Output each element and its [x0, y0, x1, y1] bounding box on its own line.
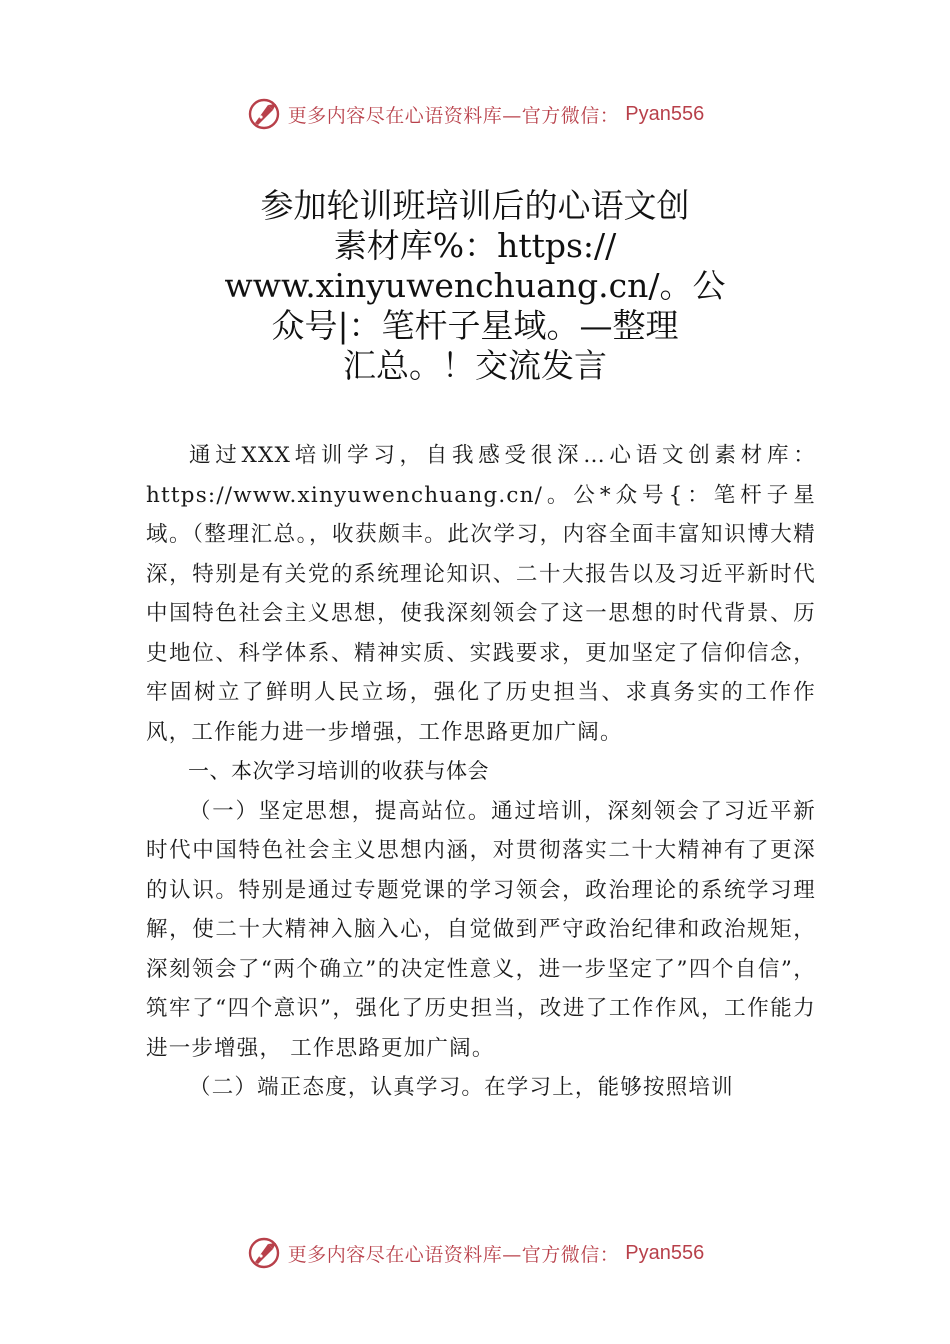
document-title: [150, 186, 800, 386]
title-line: www.xinyuwenchuang.cn/。公: [224, 266, 726, 305]
banner-wechat-id: Pyan556: [625, 102, 705, 125]
header-banner: [0, 94, 950, 134]
title-line: 参加轮训班培训后的心语文创: [260, 186, 690, 225]
banner-text: 更多内容尽在心语资料库—官方微信：: [287, 1243, 620, 1266]
pen-nib-logo-icon: [246, 1235, 282, 1271]
title-line: 汇总。！交流发言: [343, 346, 607, 385]
banner-wechat-id: Pyan556: [625, 1241, 705, 1264]
body-paragraph: （二）端正态度，认真学习。在学习上，能够按照培训: [189, 1075, 734, 1100]
footer-banner: [0, 1233, 950, 1273]
title-line: 众号|：笔杆子星域。—整理: [271, 306, 679, 345]
banner-text: 更多内容尽在心语资料库—官方微信：: [287, 104, 620, 127]
document-body: [146, 436, 816, 1108]
section-heading: 一、本次学习培训的收获与体会: [188, 759, 489, 783]
title-line: 素材库%：https://: [333, 226, 617, 265]
body-paragraph: （一）坚定思想，提高站位。通过培训，深刻领会了习近平新时代中国特色社会主义思想内涵，对贯彻落实二十大精神有了更深的认识。特别是通过专题党课的学习领会，政治理论的系统学习理解，使二十大精神入脑入心，自觉做到严守政治纪律和政治规矩，深刻领会了“两个确立”的决定性意义，进一步坚定了”四个自信”，筑牢了“四个意识”，强化了历史担当，改进了工作作风，工作能力进一步增强， 工作思路更加广阔。: [146, 798, 816, 1061]
pen-nib-logo-icon: [246, 96, 282, 132]
intro-paragraph: 通过XXX培训学习，自我感受很深…心语文创素材库：https://www.xinyuwenchuang.cn/。公*众号{：笔杆子星域。（整理汇总。，收获颇丰。此次学习，内容全面丰富知识博大精深，特别是有关党的系统理论知识、二十大报告以及习近平新时代中国特色社会主义思想，使我深刻领会了这一思想的时代背景、历史地位、科学体系、精神实质、实践要求，更加坚定了信仰信念，牢固树立了鲜明人民立场，强化了历史担当、求真务实的工作作风，工作能力进一步增强，工作思路更加广阔。: [146, 443, 816, 745]
